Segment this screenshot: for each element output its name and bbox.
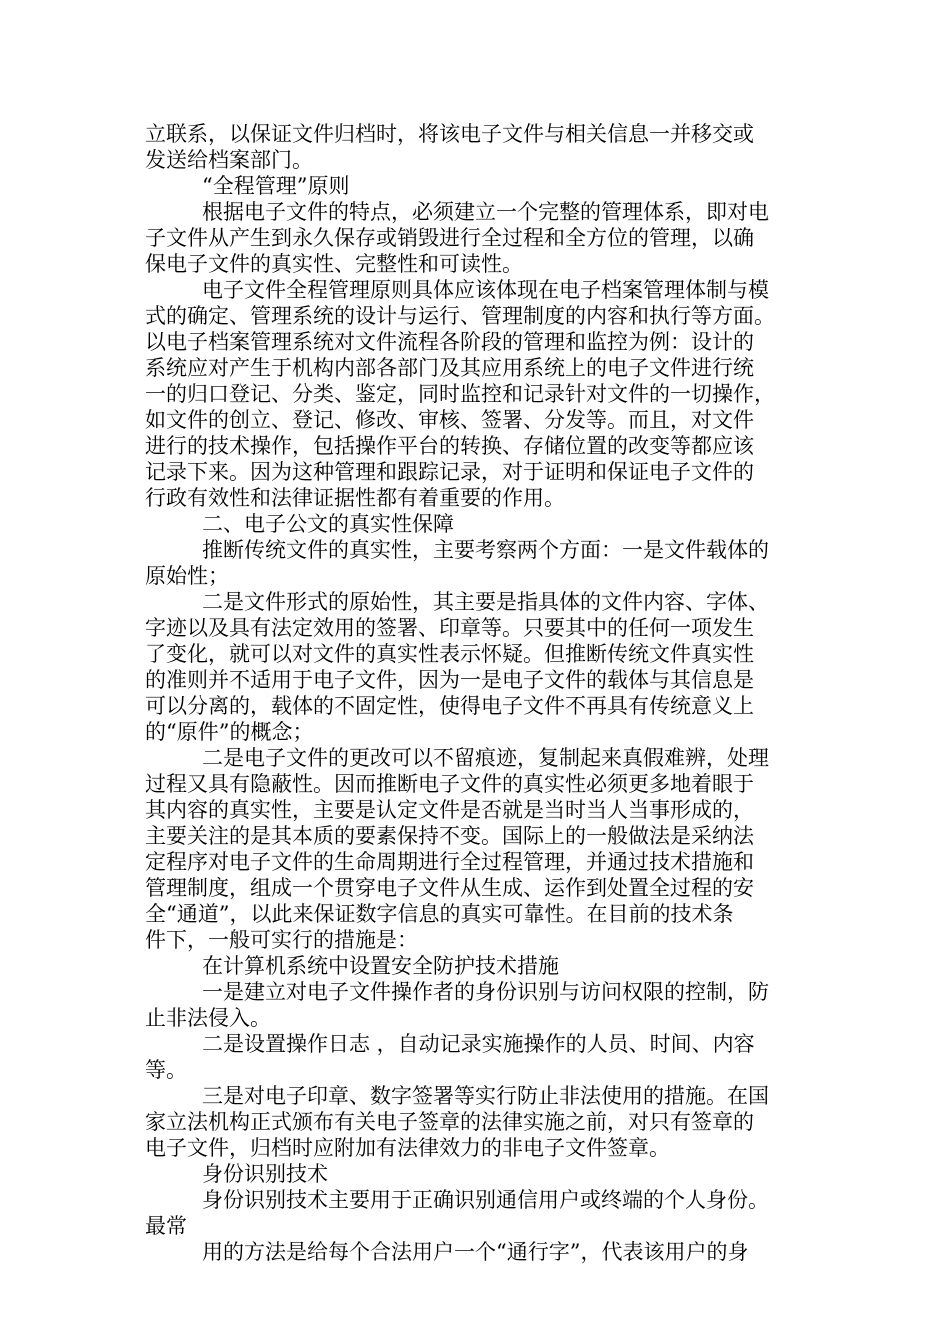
text-line: 推断传统文件的真实性，主要考察两个方面：一是文件载体的 — [202, 538, 769, 562]
text-line: 过程又具有隐蔽性。因而推断电子文件的真实性必须更多地着眼于 — [145, 772, 754, 796]
text-line: 二是文件形式的原始性，其主要是指具体的文件内容、字体、 — [202, 590, 769, 614]
text-line: 件下，一般可实行的措施是： — [145, 928, 418, 952]
text-line: 一的归口登记、分类、鉴定，同时监控和记录针对文件的一切操作， — [145, 382, 775, 406]
text-line: “全程管理”原则 — [202, 174, 350, 198]
text-line: 电子文件全程管理原则具体应该体现在电子档案管理体制与模 — [202, 278, 769, 302]
text-line: 了变化，就可以对文件的真实性表示怀疑。但推断传统文件真实性 — [145, 642, 754, 666]
text-line: 原始性； — [145, 564, 229, 588]
text-line: 行政有效性和法律证据性都有着重要的作用。 — [145, 486, 565, 510]
text-line: 的准则并不适用于电子文件，因为一是电子文件的载体与其信息是 — [145, 668, 754, 692]
text-line: 管理制度，组成一个贯穿电子文件从生成、运作到处置全过程的安 — [145, 876, 754, 900]
text-line: 止非法侵入。 — [145, 1006, 271, 1030]
text-line: 身份识别技术主要用于正确识别通信用户或终端的个人身份。 — [202, 1188, 769, 1212]
text-line: 最常 — [145, 1214, 187, 1238]
text-line: 发送给档案部门。 — [145, 148, 313, 172]
text-line: 进行的技术操作，包括操作平台的转换、存储位置的改变等都应该 — [145, 434, 754, 458]
text-line: 立联系，以保证文件归档时，将该电子文件与相关信息一并移交或 — [145, 122, 754, 146]
text-line: 三是对电子印章、数字签署等实行防止非法使用的措施。在国 — [202, 1084, 769, 1108]
text-line: 其内容的真实性，主要是认定文件是否就是当时当人当事形成的， — [145, 798, 754, 822]
text-line: 保电子文件的真实性、完整性和可读性。 — [145, 252, 523, 276]
text-line: 可以分离的，载体的不固定性，使得电子文件不再具有传统意义上 — [145, 694, 754, 718]
document-body — [145, 121, 810, 1265]
text-line: 二是电子文件的更改可以不留痕迹，复制起来真假难辨，处理 — [202, 746, 769, 770]
text-line: 子文件从产生到永久保存或销毁进行全过程和全方位的管理，以确 — [145, 226, 754, 250]
text-line: 家立法机构正式颁布有关电子签章的法律实施之前，对只有签章的 — [145, 1110, 754, 1134]
text-line: 用的方法是给每个合法用户一个“通行字”，代表该用户的身 — [202, 1240, 749, 1264]
text-line: 定程序对电子文件的生命周期进行全过程管理，并通过技术措施和 — [145, 850, 754, 874]
text-line: 主要关注的是其本质的要素保持不变。国际上的一般做法是采纳法 — [145, 824, 754, 848]
text-line: 等。 — [145, 1058, 187, 1082]
text-line: 身份识别技术 — [202, 1162, 328, 1186]
text-line: 字迹以及具有法定效用的签署、印章等。只要其中的任何一项发生 — [145, 616, 754, 640]
text-line: 二是设置操作日志 ，自动记录实施操作的人员、时间、内容 — [202, 1032, 755, 1056]
text-line: 根据电子文件的特点，必须建立一个完整的管理体系，即对电 — [202, 200, 769, 224]
text-line: 记录下来。因为这种管理和跟踪记录，对于证明和保证电子文件的 — [145, 460, 754, 484]
text-line: 全“通道”，以此来保证数字信息的真实可靠性。在目前的技术条 — [145, 902, 734, 926]
text-line: 电子文件，归档时应附加有法律效力的非电子文件签章。 — [145, 1136, 670, 1160]
text-line: 式的确定、管理系统的设计与运行、管理制度的内容和执行等方面。 — [145, 304, 775, 328]
text-line: 二、电子公文的真实性保障 — [202, 512, 454, 536]
text-line: 系统应对产生于机构内部各部门及其应用系统上的电子文件进行统 — [145, 356, 754, 380]
text-line: 以电子档案管理系统对文件流程各阶段的管理和监控为例：设计的 — [145, 330, 754, 354]
text-line: 在计算机系统中设置安全防护技术措施 — [202, 954, 559, 978]
text-line: 一是建立对电子文件操作者的身份识别与访问权限的控制，防 — [202, 980, 769, 1004]
text-line: 的“原件”的概念； — [145, 720, 314, 744]
text-line: 如文件的创立、登记、修改、审核、签署、分发等。而且，对文件 — [145, 408, 754, 432]
